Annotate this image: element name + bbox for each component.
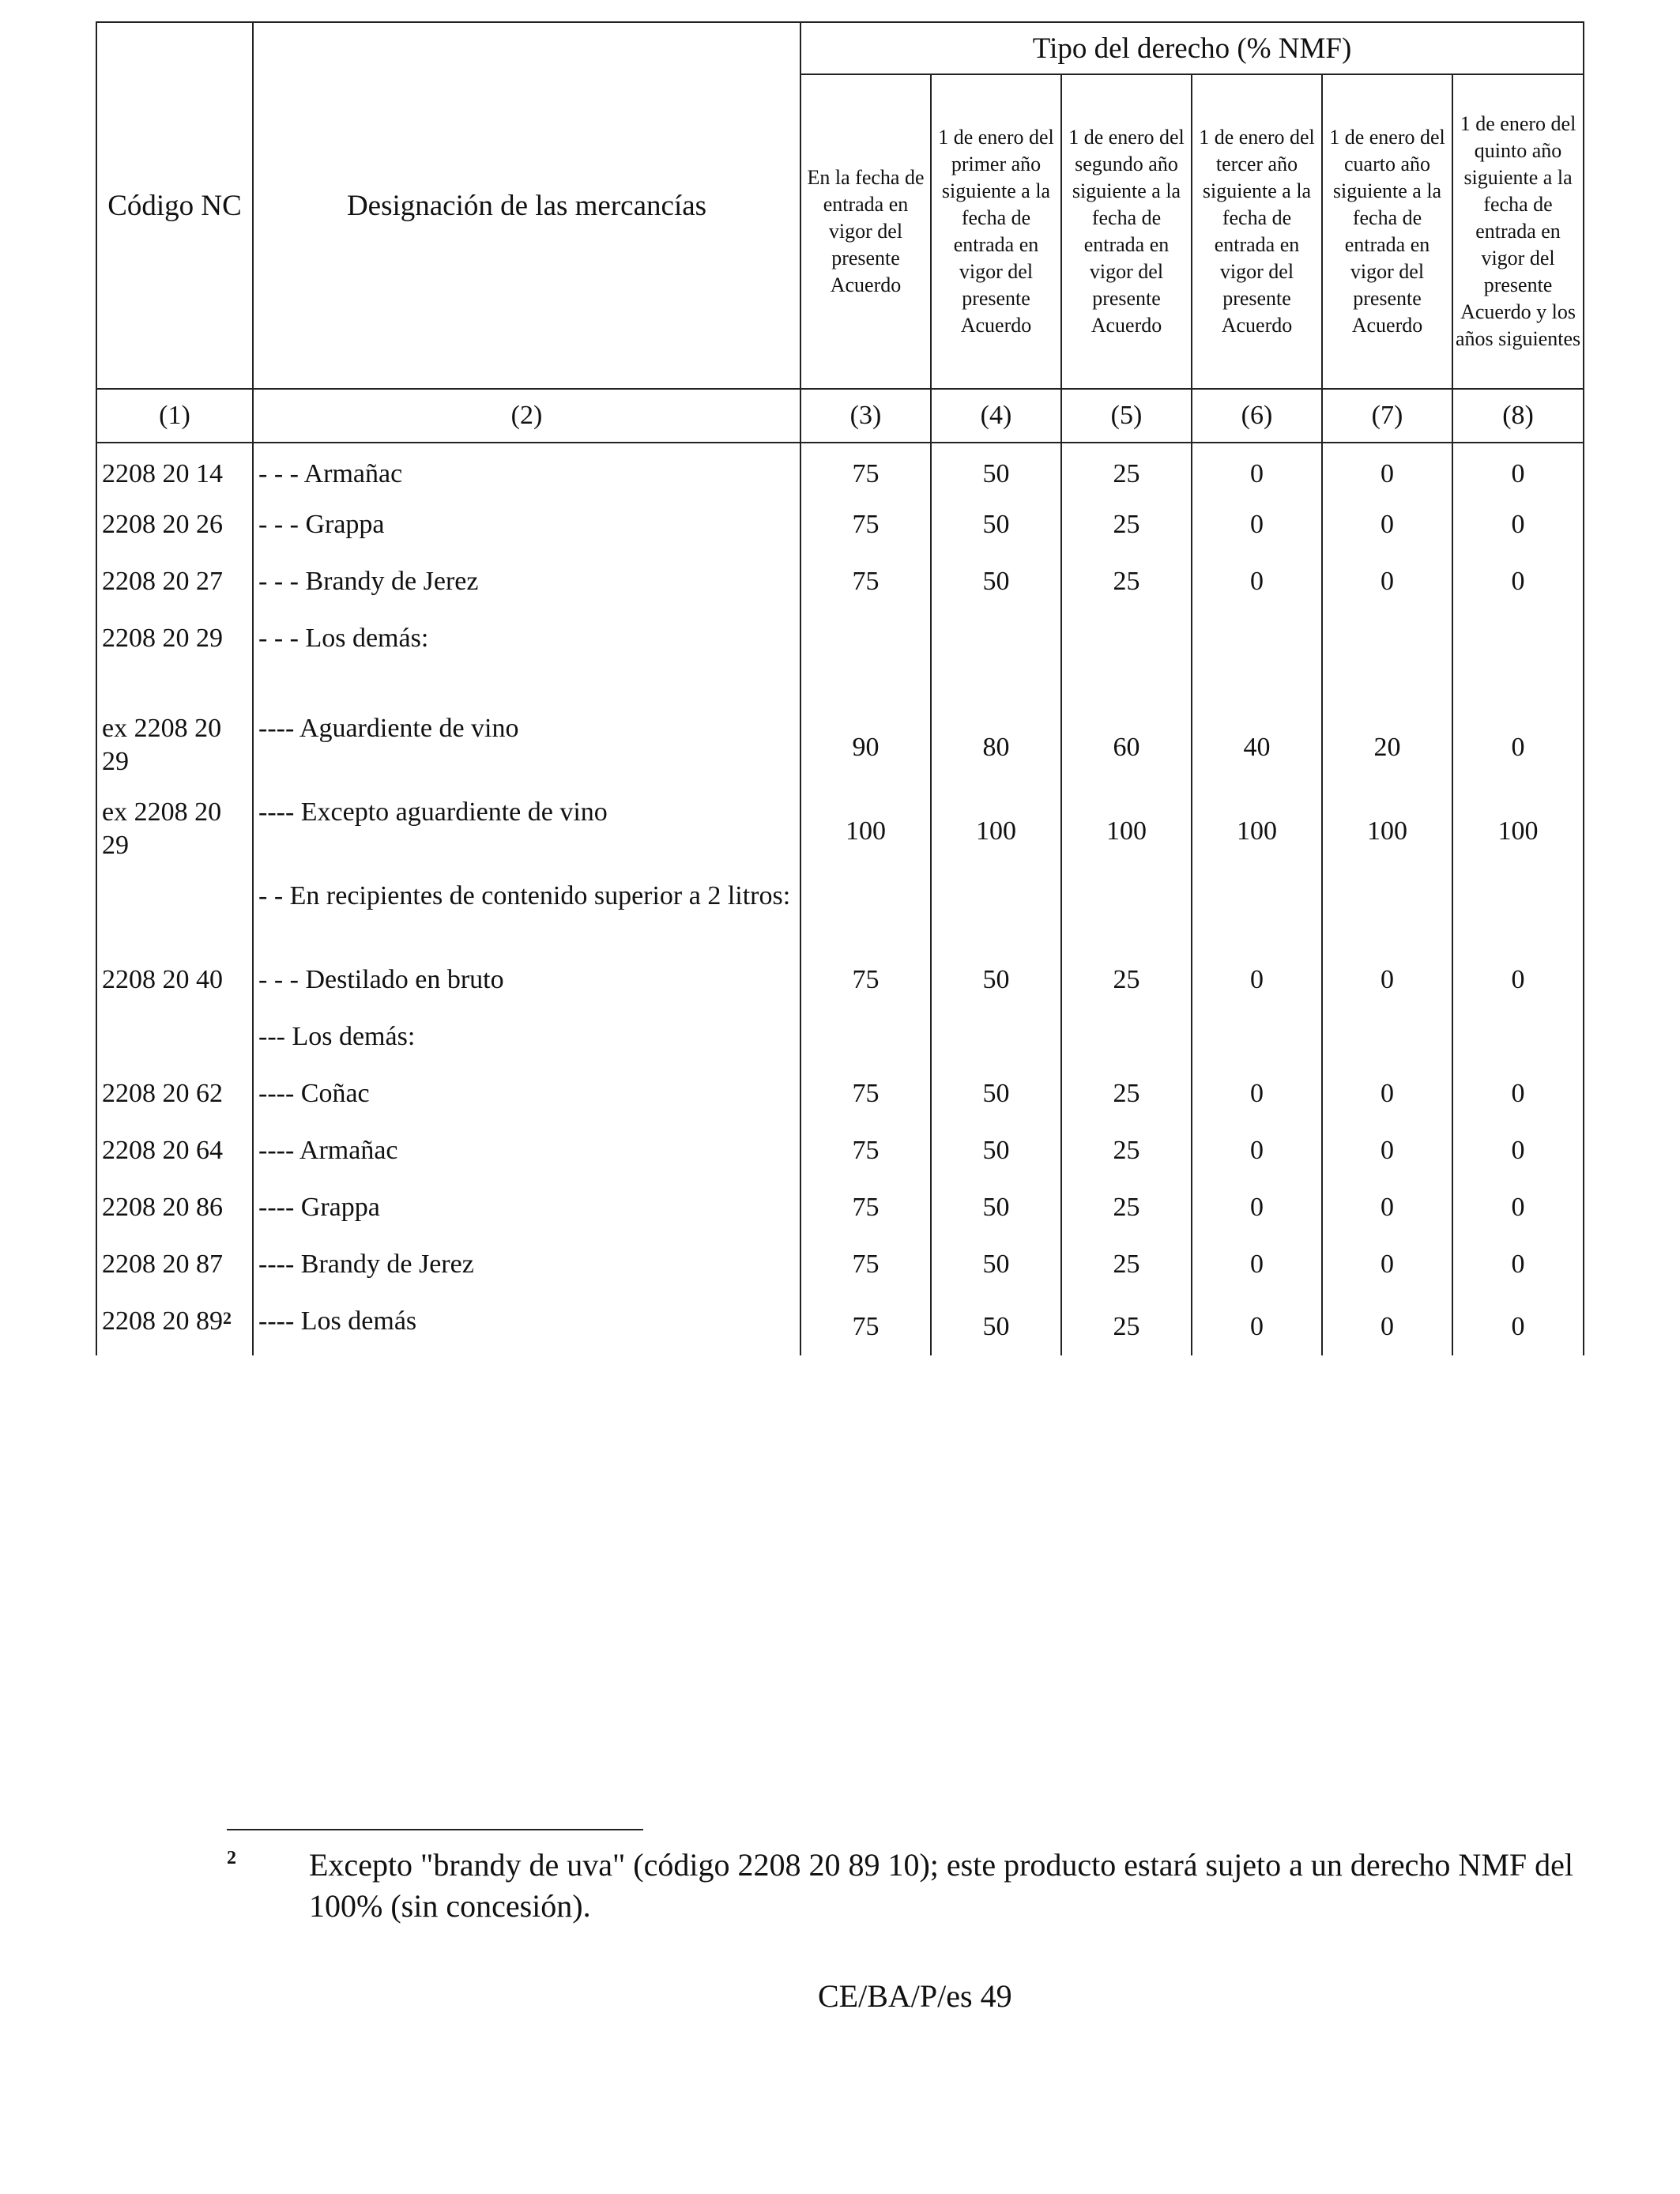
nc-code-text: 2208 20 26: [102, 510, 223, 539]
duty-rate: 0: [1322, 559, 1452, 616]
goods-description: - - - Brandy de Jerez: [253, 559, 800, 616]
duty-rate: 20: [1322, 706, 1452, 790]
goods-description: - - - Armañac: [253, 443, 800, 502]
duty-rate: [1322, 616, 1452, 706]
duty-rate: 90: [800, 706, 931, 790]
nc-code: [96, 790, 253, 873]
nc-code-text: 2208 20 14: [102, 459, 223, 488]
header-sub-5: 1 de enero del segundo año siguiente a la fecha de entrada en vigor del presente Acuerdo: [1061, 74, 1192, 389]
nc-code-text: 2208 20 86: [102, 1193, 223, 1222]
duty-rate: 0: [1452, 559, 1584, 616]
duty-rate: 50: [931, 1128, 1061, 1185]
nc-code: [96, 1185, 253, 1242]
header-sub-6: 1 de enero del tercer año siguiente a la fecha de entrada en vigor del presente Acuerdo: [1192, 74, 1322, 389]
duty-rate: [800, 616, 931, 706]
header-sub-4: 1 de enero del primer año siguiente a la fecha de entrada en vigor del presente Acuerdo: [931, 74, 1061, 389]
nc-code-text: 2208 20 27: [102, 567, 223, 596]
table-row: [96, 443, 1584, 502]
duty-rate: 0: [1192, 1128, 1322, 1185]
nc-code: [96, 1014, 253, 1071]
table-row: [96, 706, 1584, 790]
duty-rate: 25: [1061, 1128, 1192, 1185]
nc-code: [96, 502, 253, 559]
header-sub-7: 1 de enero del cuarto año siguiente a la fecha de entrada en vigor del presente Acuerdo: [1322, 74, 1452, 389]
duty-rate: 50: [931, 502, 1061, 559]
duty-rate: 40: [1192, 706, 1322, 790]
nc-code-text: ex 2208 20 29: [102, 714, 222, 776]
duty-rate: 75: [800, 1185, 931, 1242]
nc-code: [96, 616, 253, 706]
header-duty-group: Tipo del derecho (% NMF): [800, 22, 1584, 74]
duty-rate: 0: [1452, 957, 1584, 1014]
duty-rate: [1322, 1014, 1452, 1071]
footnote-text: Excepto "brandy de uva" (código 2208 20 89 10); este producto estará sujeto a un derecho NMF del 100% (sin concesión).: [309, 1847, 1573, 1924]
nc-code: [96, 1242, 253, 1299]
tariff-table: [96, 21, 1584, 1355]
table-row: [96, 790, 1584, 873]
duty-rate: 25: [1061, 559, 1192, 616]
duty-rate: 0: [1322, 443, 1452, 502]
duty-rate: 0: [1452, 502, 1584, 559]
duty-rate: 0: [1192, 1185, 1322, 1242]
header-sub-3: En la fecha de entrada en vigor del presente Acuerdo: [800, 74, 931, 389]
goods-description: - - - Destilado en bruto: [253, 957, 800, 1014]
goods-description: ---- Armañac: [253, 1128, 800, 1185]
duty-rate: 75: [800, 1242, 931, 1299]
nc-code: [96, 957, 253, 1014]
duty-rate: 0: [1452, 1128, 1584, 1185]
nc-code: [96, 1299, 253, 1355]
footnote-mark: 2: [227, 1848, 236, 1868]
duty-rate: 75: [800, 559, 931, 616]
column-number: (1): [96, 389, 253, 443]
duty-rate: 0: [1452, 1185, 1584, 1242]
duty-rate: 75: [800, 1299, 931, 1355]
duty-rate: 0: [1452, 443, 1584, 502]
duty-rate: 75: [800, 502, 931, 559]
duty-rate: 100: [800, 790, 931, 873]
duty-rate: [1452, 1014, 1584, 1071]
duty-rate: [1322, 873, 1452, 957]
table-row: [96, 1242, 1584, 1299]
column-number: (5): [1061, 389, 1192, 443]
duty-rate: 25: [1061, 1299, 1192, 1355]
column-number: (6): [1192, 389, 1322, 443]
goods-description: ---- Grappa: [253, 1185, 800, 1242]
goods-description: ---- Excepto aguardiente de vino: [253, 790, 800, 873]
nc-code-text: 2208 20 64: [102, 1136, 223, 1165]
duty-rate: 0: [1192, 957, 1322, 1014]
nc-code: [96, 873, 253, 957]
duty-rate: 80: [931, 706, 1061, 790]
table-row: [96, 502, 1584, 559]
nc-code: [96, 559, 253, 616]
duty-rate: 60: [1061, 706, 1192, 790]
goods-description: ---- Aguardiente de vino: [253, 706, 800, 790]
goods-description: - - - Los demás:: [253, 616, 800, 706]
duty-rate: 0: [1192, 559, 1322, 616]
duty-rate: [1192, 616, 1322, 706]
goods-description: ---- Coñac: [253, 1071, 800, 1128]
table-row: [96, 1014, 1584, 1071]
duty-rate: 75: [800, 957, 931, 1014]
duty-rate: 0: [1322, 957, 1452, 1014]
duty-rate: 25: [1061, 443, 1192, 502]
duty-rate: 0: [1322, 1299, 1452, 1355]
column-number: (2): [253, 389, 800, 443]
nc-code-text: 2208 20 62: [102, 1079, 223, 1108]
duty-rate: 0: [1452, 706, 1584, 790]
duty-rate: 0: [1322, 1242, 1452, 1299]
column-number: (4): [931, 389, 1061, 443]
duty-rate: [1061, 873, 1192, 957]
duty-rate: [800, 1014, 931, 1071]
duty-rate: [1061, 616, 1192, 706]
header-sub-8: 1 de enero del quinto año siguiente a la fecha de entrada en vigor del presente Acuerdo y los años siguientes: [1452, 74, 1584, 389]
duty-rate: 25: [1061, 1242, 1192, 1299]
duty-rate: 100: [931, 790, 1061, 873]
duty-rate: 100: [1452, 790, 1584, 873]
duty-rate: 25: [1061, 1071, 1192, 1128]
nc-code: [96, 706, 253, 790]
table-body: [96, 443, 1584, 1355]
duty-rate: 0: [1322, 502, 1452, 559]
duty-rate: [1192, 1014, 1322, 1071]
duty-rate: 75: [800, 443, 931, 502]
duty-rate: 100: [1061, 790, 1192, 873]
duty-rate: 50: [931, 1185, 1061, 1242]
table-row: [96, 1299, 1584, 1355]
nc-code: [96, 443, 253, 502]
duty-rate: 0: [1452, 1299, 1584, 1355]
nc-code: [96, 1071, 253, 1128]
duty-rate: 0: [1192, 1242, 1322, 1299]
nc-code-text: ex 2208 20 29: [102, 797, 222, 860]
duty-rate: 50: [931, 957, 1061, 1014]
table-row: [96, 1185, 1584, 1242]
duty-rate: 0: [1452, 1071, 1584, 1128]
duty-rate: 0: [1322, 1071, 1452, 1128]
duty-rate: 25: [1061, 502, 1192, 559]
nc-code-text: 2208 20 89: [102, 1306, 223, 1336]
column-number: (7): [1322, 389, 1452, 443]
footnote-separator: [227, 1829, 643, 1830]
column-number-row: [96, 389, 1584, 443]
table-row: [96, 1128, 1584, 1185]
table-header: [96, 22, 1584, 443]
table-row: [96, 957, 1584, 1014]
goods-description: ---- Los demás: [253, 1299, 800, 1355]
table-row: [96, 1071, 1584, 1128]
nc-code: [96, 1128, 253, 1185]
duty-rate: 0: [1192, 443, 1322, 502]
duty-rate: [1061, 1014, 1192, 1071]
duty-rate: 100: [1192, 790, 1322, 873]
goods-description: - - En recipientes de contenido superior a 2 litros:: [253, 873, 800, 957]
duty-rate: [1452, 616, 1584, 706]
duty-rate: 0: [1452, 1242, 1584, 1299]
goods-description: - - - Grappa: [253, 502, 800, 559]
header-description: Designación de las mercancías: [253, 22, 800, 389]
column-number: (3): [800, 389, 931, 443]
duty-rate: 25: [1061, 1185, 1192, 1242]
duty-rate: 25: [1061, 957, 1192, 1014]
duty-rate: [931, 1014, 1061, 1071]
table-row: [96, 559, 1584, 616]
duty-rate: 0: [1192, 502, 1322, 559]
duty-rate: 0: [1192, 1071, 1322, 1128]
duty-rate: 50: [931, 1299, 1061, 1355]
duty-rate: [1192, 873, 1322, 957]
duty-rate: 50: [931, 1071, 1061, 1128]
duty-rate: [800, 873, 931, 957]
duty-rate: 100: [1322, 790, 1452, 873]
nc-code-text: 2208 20 87: [102, 1250, 223, 1279]
duty-rate: 0: [1192, 1299, 1322, 1355]
duty-rate: 0: [1322, 1185, 1452, 1242]
page-reference: CE/BA/P/es 49: [818, 1978, 1012, 2014]
goods-description: ---- Brandy de Jerez: [253, 1242, 800, 1299]
duty-rate: [931, 616, 1061, 706]
duty-rate: 50: [931, 443, 1061, 502]
duty-rate: 75: [800, 1071, 931, 1128]
duty-rate: [1452, 873, 1584, 957]
column-number: (8): [1452, 389, 1584, 443]
duty-rate: 0: [1322, 1128, 1452, 1185]
goods-description: --- Los demás:: [253, 1014, 800, 1071]
table-row: [96, 873, 1584, 957]
duty-rate: [931, 873, 1061, 957]
duty-rate: 50: [931, 1242, 1061, 1299]
header-code: Código NC: [96, 22, 253, 389]
duty-rate: 50: [931, 559, 1061, 616]
footnote-reference: 2: [223, 1308, 232, 1328]
nc-code-text: 2208 20 29: [102, 624, 223, 653]
nc-code-text: 2208 20 40: [102, 965, 223, 994]
table-row: [96, 616, 1584, 706]
duty-rate: 75: [800, 1128, 931, 1185]
